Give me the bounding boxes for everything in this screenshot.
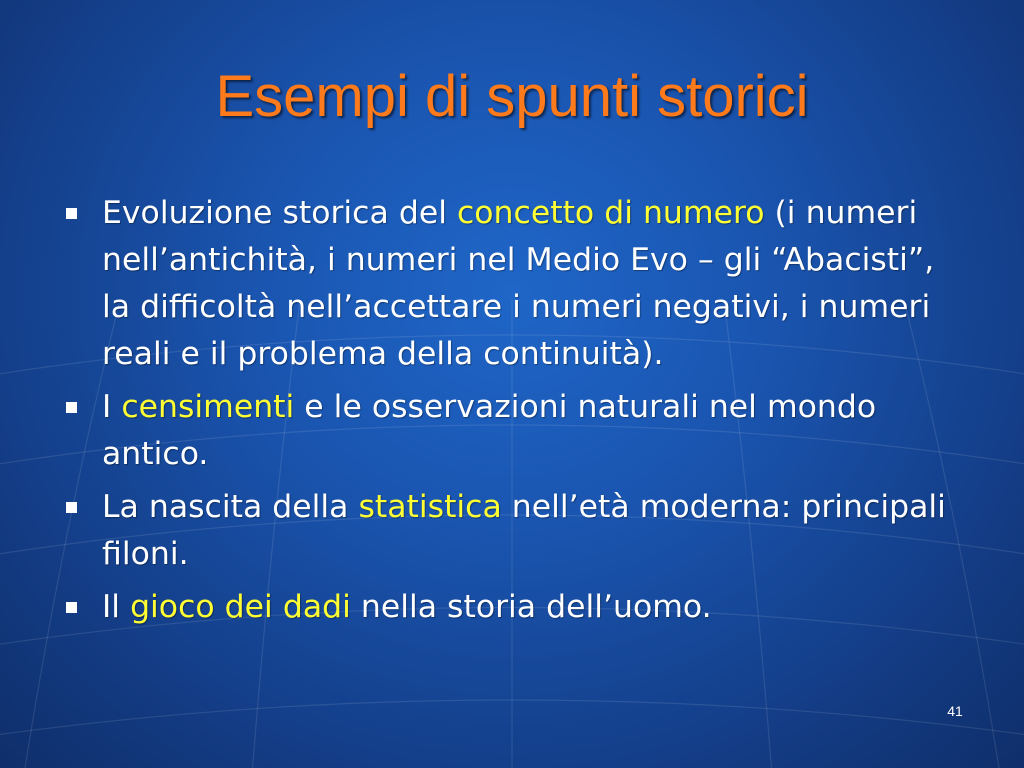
square-bullet-icon [66, 502, 77, 513]
bullet-text: La nascita della [102, 489, 359, 525]
bullet-highlight: concetto di numero [456, 195, 765, 231]
bullet-highlight: gioco dei dadi [130, 589, 351, 625]
bullet-text: Il [102, 589, 131, 625]
page-number: 41 [947, 703, 963, 719]
bullet-item [60, 484, 960, 578]
bullet-text: I [102, 389, 122, 425]
slide-title: Esempi di spunti storici [215, 64, 809, 129]
bullet-item [60, 190, 960, 378]
bullet-item [60, 584, 960, 631]
bullet-text: (i numeri nell’antichità, i numeri nel Medio Evo – gli “Abacisti”, la difficoltà nell’accettare i numeri negativi, i numeri reali e il problema della continuità). [102, 195, 935, 372]
square-bullet-icon [66, 602, 77, 613]
bullet-text: Evoluzione storica del [102, 195, 457, 231]
square-bullet-icon [66, 208, 77, 219]
bullet-highlight: censimenti [121, 389, 295, 425]
bullet-highlight: statistica [358, 489, 502, 525]
square-bullet-icon [66, 402, 77, 413]
bullet-text: nella storia dell’uomo. [350, 589, 712, 625]
bullet-item [60, 384, 960, 478]
bullet-text: e le osservazioni naturali nel mondo antico. [102, 389, 877, 472]
bullet-text: nell’età moderna: principali filoni. [102, 489, 946, 572]
bullet-list [60, 190, 960, 637]
